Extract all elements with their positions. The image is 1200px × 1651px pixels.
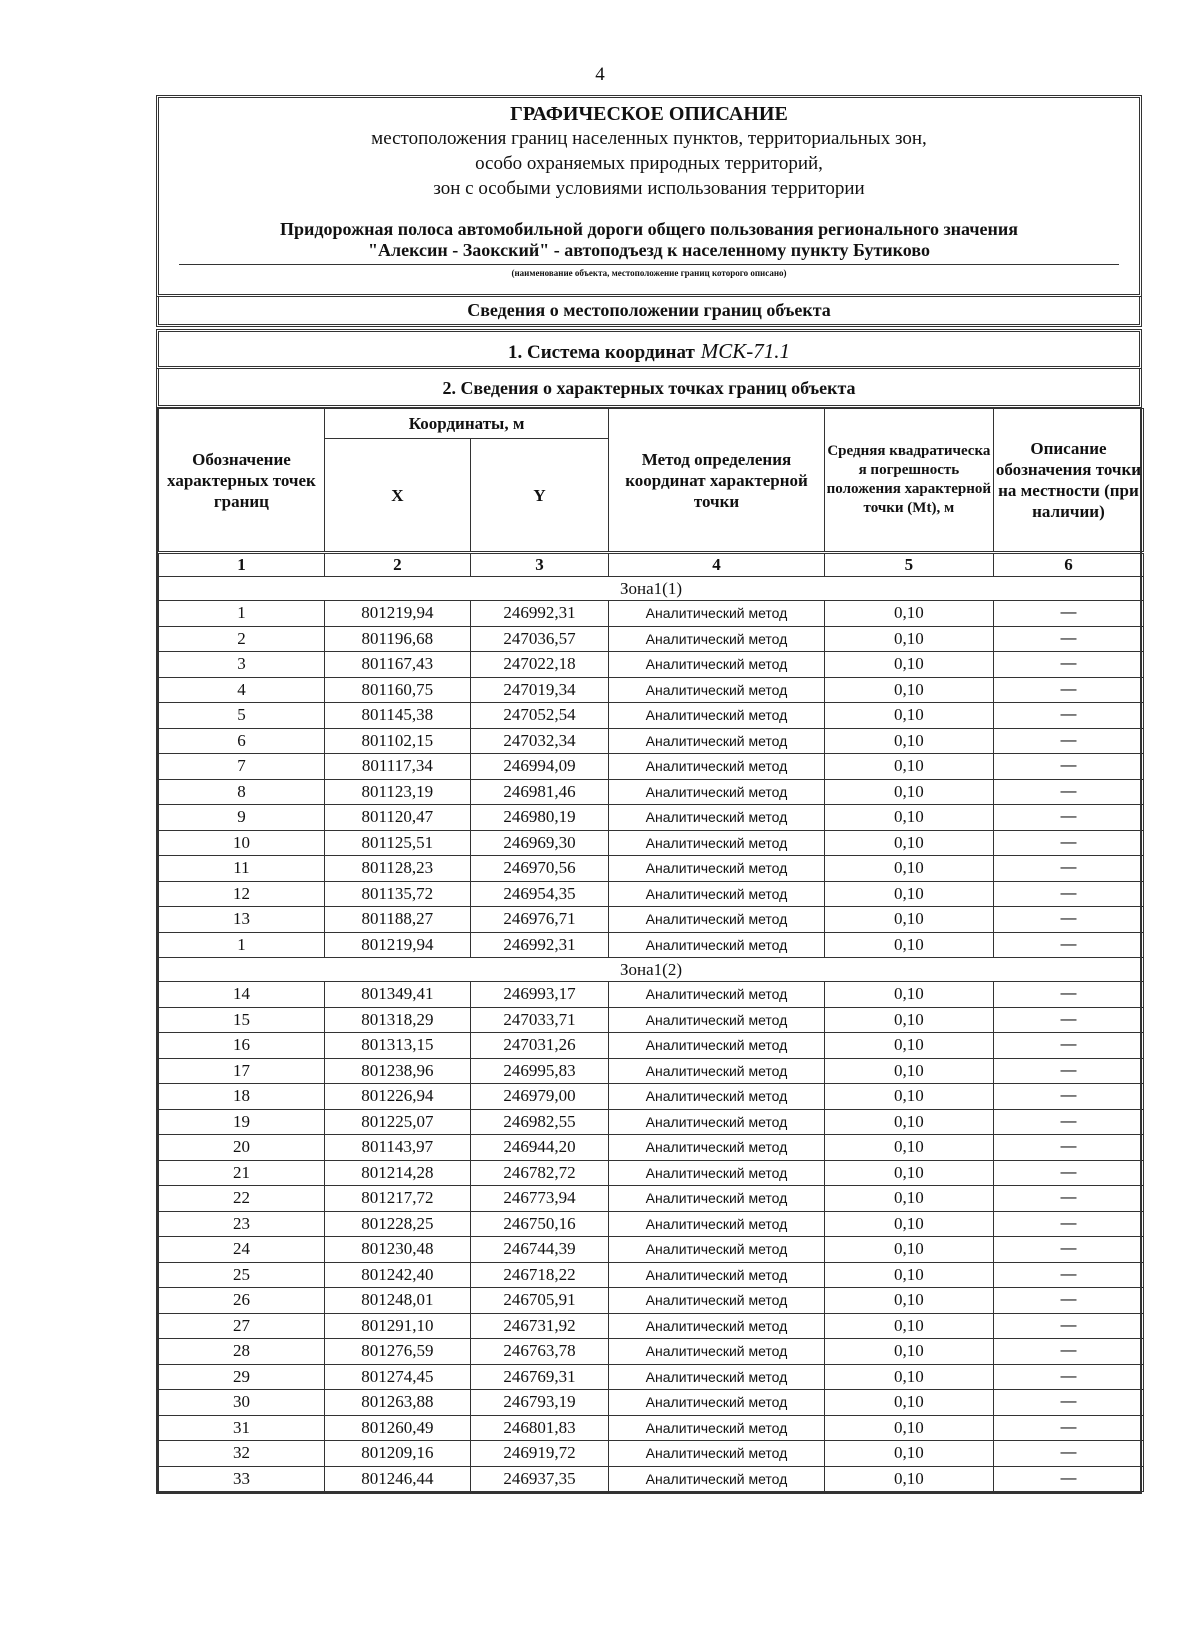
x-coordinate: 801242,40 [324, 1262, 470, 1288]
method-cell: Аналитический метод [609, 1415, 825, 1441]
point-number: 4 [159, 677, 325, 703]
method-cell: Аналитический метод [609, 805, 825, 831]
x-coordinate: 801102,15 [324, 728, 470, 754]
error-cell: 0,10 [824, 1390, 993, 1416]
error-cell: 0,10 [824, 1058, 993, 1084]
col-desc-header: Описание обозначения точки на местности (при наличии) [993, 409, 1143, 553]
error-cell: 0,10 [824, 754, 993, 780]
y-coordinate: 246731,92 [470, 1313, 608, 1339]
table-row [159, 1441, 1144, 1467]
object-name-note: (наименование объекта, местоположение границ которого описано) [511, 268, 787, 278]
method-cell: Аналитический метод [609, 1390, 825, 1416]
y-coordinate: 246793,19 [470, 1390, 608, 1416]
object-name-line-1: Придорожная полоса автомобильной дороги общего пользования регионального значения [280, 219, 1018, 239]
method-cell: Аналитический метод [609, 652, 825, 678]
column-number: 2 [324, 553, 470, 577]
x-coordinate: 801196,68 [324, 626, 470, 652]
error-cell: 0,10 [824, 907, 993, 933]
x-coordinate: 801349,41 [324, 982, 470, 1008]
description-cell: — [993, 1186, 1143, 1212]
y-coordinate: 246982,55 [470, 1109, 608, 1135]
table-row [159, 1160, 1144, 1186]
x-coordinate: 801188,27 [324, 907, 470, 933]
table-row [159, 1364, 1144, 1390]
error-cell: 0,10 [824, 1135, 993, 1161]
column-number: 3 [470, 553, 608, 577]
col-y-header: Y [470, 439, 608, 553]
table-row [159, 982, 1144, 1008]
table-row [159, 1033, 1144, 1059]
table-row [159, 703, 1144, 729]
description-cell: — [993, 728, 1143, 754]
description-cell: — [993, 1211, 1143, 1237]
x-coordinate: 801291,10 [324, 1313, 470, 1339]
table-row [159, 728, 1144, 754]
page-number: 4 [595, 64, 605, 85]
point-number: 9 [159, 805, 325, 831]
description-cell: — [993, 830, 1143, 856]
description-cell: — [993, 1058, 1143, 1084]
y-coordinate: 246763,78 [470, 1339, 608, 1365]
description-cell: — [993, 1109, 1143, 1135]
table-row [159, 1339, 1144, 1365]
method-cell: Аналитический метод [609, 754, 825, 780]
point-number: 19 [159, 1109, 325, 1135]
error-cell: 0,10 [824, 1084, 993, 1110]
y-coordinate: 247036,57 [470, 626, 608, 652]
x-coordinate: 801117,34 [324, 754, 470, 780]
table-row [159, 881, 1144, 907]
table-row [159, 805, 1144, 831]
method-cell: Аналитический метод [609, 1237, 825, 1263]
point-number: 1 [159, 601, 325, 627]
y-coordinate: 247033,71 [470, 1007, 608, 1033]
method-cell: Аналитический метод [609, 1339, 825, 1365]
error-cell: 0,10 [824, 1007, 993, 1033]
point-number: 23 [159, 1211, 325, 1237]
zone-name: Зона1(1) [159, 577, 1144, 601]
zone-row [159, 577, 1144, 601]
column-number: 4 [609, 553, 825, 577]
error-cell: 0,10 [824, 982, 993, 1008]
point-number: 1 [159, 932, 325, 958]
y-coordinate: 247031,26 [470, 1033, 608, 1059]
description-cell: — [993, 703, 1143, 729]
description-cell: — [993, 1313, 1143, 1339]
table-row [159, 1186, 1144, 1212]
description-cell: — [993, 626, 1143, 652]
table-row [159, 1109, 1144, 1135]
error-cell: 0,10 [824, 1441, 993, 1467]
description-cell: — [993, 1237, 1143, 1263]
error-cell: 0,10 [824, 779, 993, 805]
x-coordinate: 801167,43 [324, 652, 470, 678]
table-row [159, 1211, 1144, 1237]
error-cell: 0,10 [824, 728, 993, 754]
col-point-header: Обозначение характерных точек границ [159, 409, 325, 553]
x-coordinate: 801217,72 [324, 1186, 470, 1212]
subtitle-line-1: местоположения границ населенных пунктов, территориальных зон, [371, 128, 927, 149]
description-cell: — [993, 982, 1143, 1008]
method-cell: Аналитический метод [609, 779, 825, 805]
x-coordinate: 801238,96 [324, 1058, 470, 1084]
y-coordinate: 246969,30 [470, 830, 608, 856]
description-cell: — [993, 856, 1143, 882]
description-cell: — [993, 1007, 1143, 1033]
subtitle-line-3: зон с особыми условиями использования территории [433, 178, 865, 199]
point-number: 15 [159, 1007, 325, 1033]
method-cell: Аналитический метод [609, 1466, 825, 1492]
method-cell: Аналитический метод [609, 1211, 825, 1237]
x-coordinate: 801246,44 [324, 1466, 470, 1492]
points-table [158, 408, 1144, 1492]
x-coordinate: 801248,01 [324, 1288, 470, 1314]
error-cell: 0,10 [824, 1313, 993, 1339]
error-cell: 0,10 [824, 856, 993, 882]
table-row [159, 907, 1144, 933]
error-cell: 0,10 [824, 1186, 993, 1212]
table-row [159, 1058, 1144, 1084]
error-cell: 0,10 [824, 1237, 993, 1263]
col-error-header: Средняя квадратическа я погрешность положения характерной точки (Mt), м [824, 409, 993, 553]
method-cell: Аналитический метод [609, 982, 825, 1008]
point-number: 7 [159, 754, 325, 780]
y-coordinate: 246801,83 [470, 1415, 608, 1441]
table-row [159, 1288, 1144, 1314]
error-cell: 0,10 [824, 881, 993, 907]
table-row [159, 1262, 1144, 1288]
point-number: 14 [159, 982, 325, 1008]
method-cell: Аналитический метод [609, 1364, 825, 1390]
point-number: 30 [159, 1390, 325, 1416]
object-name-line-2: "Алексин - Заокский" - автоподъезд к населенному пункту Бутиково [368, 240, 930, 260]
column-number: 1 [159, 553, 325, 577]
y-coordinate: 246994,09 [470, 754, 608, 780]
method-cell: Аналитический метод [609, 830, 825, 856]
error-cell: 0,10 [824, 703, 993, 729]
y-coordinate: 246919,72 [470, 1441, 608, 1467]
table-row [159, 1084, 1144, 1110]
point-number: 13 [159, 907, 325, 933]
coord-system-label: 1. Система координат [508, 342, 695, 363]
table-row [159, 626, 1144, 652]
error-cell: 0,10 [824, 626, 993, 652]
point-number: 29 [159, 1364, 325, 1390]
document-header [156, 95, 1142, 297]
x-coordinate: 801274,45 [324, 1364, 470, 1390]
method-cell: Аналитический метод [609, 1007, 825, 1033]
col-method-header: Метод определения координат характерной точки [609, 409, 825, 553]
y-coordinate: 246992,31 [470, 601, 608, 627]
error-cell: 0,10 [824, 932, 993, 958]
method-cell: Аналитический метод [609, 1262, 825, 1288]
table-row [159, 754, 1144, 780]
points-table-body [159, 553, 1144, 1492]
point-number: 27 [159, 1313, 325, 1339]
error-cell: 0,10 [824, 1415, 993, 1441]
table-row [159, 830, 1144, 856]
x-coordinate: 801219,94 [324, 601, 470, 627]
description-cell: — [993, 779, 1143, 805]
y-coordinate: 246954,35 [470, 881, 608, 907]
x-coordinate: 801125,51 [324, 830, 470, 856]
method-cell: Аналитический метод [609, 1186, 825, 1212]
method-cell: Аналитический метод [609, 1033, 825, 1059]
error-cell: 0,10 [824, 1211, 993, 1237]
description-cell: — [993, 652, 1143, 678]
description-cell: — [993, 1084, 1143, 1110]
method-cell: Аналитический метод [609, 1313, 825, 1339]
method-cell: Аналитический метод [609, 677, 825, 703]
x-coordinate: 801145,38 [324, 703, 470, 729]
point-number: 20 [159, 1135, 325, 1161]
point-number: 32 [159, 1441, 325, 1467]
description-cell: — [993, 1288, 1143, 1314]
y-coordinate: 246976,71 [470, 907, 608, 933]
method-cell: Аналитический метод [609, 907, 825, 933]
points-table-frame [156, 408, 1142, 1494]
method-cell: Аналитический метод [609, 932, 825, 958]
point-number: 22 [159, 1186, 325, 1212]
y-coordinate: 246979,00 [470, 1084, 608, 1110]
point-number: 33 [159, 1466, 325, 1492]
point-number: 31 [159, 1415, 325, 1441]
error-cell: 0,10 [824, 1288, 993, 1314]
section-location-heading: Сведения о местоположении границ объекта [156, 297, 1142, 327]
table-row [159, 601, 1144, 627]
x-coordinate: 801318,29 [324, 1007, 470, 1033]
table-row [159, 1007, 1144, 1033]
table-row [159, 856, 1144, 882]
y-coordinate: 246705,91 [470, 1288, 608, 1314]
error-cell: 0,10 [824, 1262, 993, 1288]
point-number: 3 [159, 652, 325, 678]
error-cell: 0,10 [824, 677, 993, 703]
description-cell: — [993, 1441, 1143, 1467]
method-cell: Аналитический метод [609, 881, 825, 907]
table-row [159, 1466, 1144, 1492]
point-number: 11 [159, 856, 325, 882]
error-cell: 0,10 [824, 1466, 993, 1492]
y-coordinate: 247022,18 [470, 652, 608, 678]
method-cell: Аналитический метод [609, 728, 825, 754]
x-coordinate: 801219,94 [324, 932, 470, 958]
error-cell: 0,10 [824, 1160, 993, 1186]
description-cell: — [993, 1339, 1143, 1365]
point-number: 6 [159, 728, 325, 754]
point-number: 24 [159, 1237, 325, 1263]
point-number: 10 [159, 830, 325, 856]
y-coordinate: 246980,19 [470, 805, 608, 831]
x-coordinate: 801260,49 [324, 1415, 470, 1441]
point-number: 16 [159, 1033, 325, 1059]
document-title: ГРАФИЧЕСКОЕ ОПИСАНИЕ [510, 103, 788, 125]
description-cell: — [993, 1262, 1143, 1288]
coord-system-heading [156, 329, 1142, 369]
x-coordinate: 801263,88 [324, 1390, 470, 1416]
table-row [159, 1390, 1144, 1416]
error-cell: 0,10 [824, 1339, 993, 1365]
y-coordinate: 247019,34 [470, 677, 608, 703]
col-x-header: X [324, 439, 470, 553]
column-number: 6 [993, 553, 1143, 577]
x-coordinate: 801160,75 [324, 677, 470, 703]
method-cell: Аналитический метод [609, 1109, 825, 1135]
y-coordinate: 246970,56 [470, 856, 608, 882]
y-coordinate: 246992,31 [470, 932, 608, 958]
description-cell: — [993, 1466, 1143, 1492]
table-row [159, 1415, 1144, 1441]
method-cell: Аналитический метод [609, 1288, 825, 1314]
error-cell: 0,10 [824, 830, 993, 856]
x-coordinate: 801214,28 [324, 1160, 470, 1186]
description-cell: — [993, 677, 1143, 703]
zone-name: Зона1(2) [159, 958, 1144, 982]
description-cell: — [993, 1033, 1143, 1059]
description-cell: — [993, 601, 1143, 627]
x-coordinate: 801209,16 [324, 1441, 470, 1467]
x-coordinate: 801128,23 [324, 856, 470, 882]
description-cell: — [993, 1135, 1143, 1161]
error-cell: 0,10 [824, 1033, 993, 1059]
method-cell: Аналитический метод [609, 601, 825, 627]
description-cell: — [993, 1390, 1143, 1416]
y-coordinate: 246937,35 [470, 1466, 608, 1492]
point-number: 18 [159, 1084, 325, 1110]
error-cell: 0,10 [824, 805, 993, 831]
col-coords-header: Координаты, м [324, 409, 608, 439]
point-number: 28 [159, 1339, 325, 1365]
method-cell: Аналитический метод [609, 1135, 825, 1161]
description-cell: — [993, 881, 1143, 907]
description-cell: — [993, 907, 1143, 933]
description-cell: — [993, 1160, 1143, 1186]
y-coordinate: 246944,20 [470, 1135, 608, 1161]
description-cell: — [993, 1364, 1143, 1390]
point-number: 8 [159, 779, 325, 805]
error-cell: 0,10 [824, 601, 993, 627]
section-points-heading: 2. Сведения о характерных точках границ объекта [156, 369, 1142, 408]
method-cell: Аналитический метод [609, 626, 825, 652]
point-number: 17 [159, 1058, 325, 1084]
x-coordinate: 801276,59 [324, 1339, 470, 1365]
method-cell: Аналитический метод [609, 1058, 825, 1084]
column-numbers-row [159, 553, 1144, 577]
x-coordinate: 801228,25 [324, 1211, 470, 1237]
y-coordinate: 246744,39 [470, 1237, 608, 1263]
description-cell: — [993, 754, 1143, 780]
point-number: 26 [159, 1288, 325, 1314]
point-number: 2 [159, 626, 325, 652]
subtitle-line-2: особо охраняемых природных территорий, [475, 153, 823, 174]
table-row [159, 779, 1144, 805]
zone-row [159, 958, 1144, 982]
document-body [156, 95, 1142, 1494]
y-coordinate: 247052,54 [470, 703, 608, 729]
y-coordinate: 246750,16 [470, 1211, 608, 1237]
x-coordinate: 801230,48 [324, 1237, 470, 1263]
x-coordinate: 801313,15 [324, 1033, 470, 1059]
method-cell: Аналитический метод [609, 856, 825, 882]
y-coordinate: 246995,83 [470, 1058, 608, 1084]
method-cell: Аналитический метод [609, 1084, 825, 1110]
y-coordinate: 247032,34 [470, 728, 608, 754]
object-name-underline [179, 264, 1119, 265]
table-row [159, 1313, 1144, 1339]
description-cell: — [993, 932, 1143, 958]
description-cell: — [993, 805, 1143, 831]
x-coordinate: 801225,07 [324, 1109, 470, 1135]
y-coordinate: 246718,22 [470, 1262, 608, 1288]
table-row [159, 652, 1144, 678]
point-number: 5 [159, 703, 325, 729]
method-cell: Аналитический метод [609, 1441, 825, 1467]
point-number: 21 [159, 1160, 325, 1186]
x-coordinate: 801123,19 [324, 779, 470, 805]
table-row [159, 932, 1144, 958]
x-coordinate: 801120,47 [324, 805, 470, 831]
error-cell: 0,10 [824, 652, 993, 678]
column-number: 5 [824, 553, 993, 577]
table-row [159, 1135, 1144, 1161]
y-coordinate: 246981,46 [470, 779, 608, 805]
y-coordinate: 246769,31 [470, 1364, 608, 1390]
x-coordinate: 801135,72 [324, 881, 470, 907]
coord-system-value: МСК-71.1 [700, 339, 790, 363]
y-coordinate: 246782,72 [470, 1160, 608, 1186]
description-cell: — [993, 1415, 1143, 1441]
error-cell: 0,10 [824, 1364, 993, 1390]
table-row [159, 1237, 1144, 1263]
error-cell: 0,10 [824, 1109, 993, 1135]
method-cell: Аналитический метод [609, 1160, 825, 1186]
point-number: 12 [159, 881, 325, 907]
x-coordinate: 801143,97 [324, 1135, 470, 1161]
y-coordinate: 246773,94 [470, 1186, 608, 1212]
x-coordinate: 801226,94 [324, 1084, 470, 1110]
method-cell: Аналитический метод [609, 703, 825, 729]
table-row [159, 677, 1144, 703]
y-coordinate: 246993,17 [470, 982, 608, 1008]
point-number: 25 [159, 1262, 325, 1288]
